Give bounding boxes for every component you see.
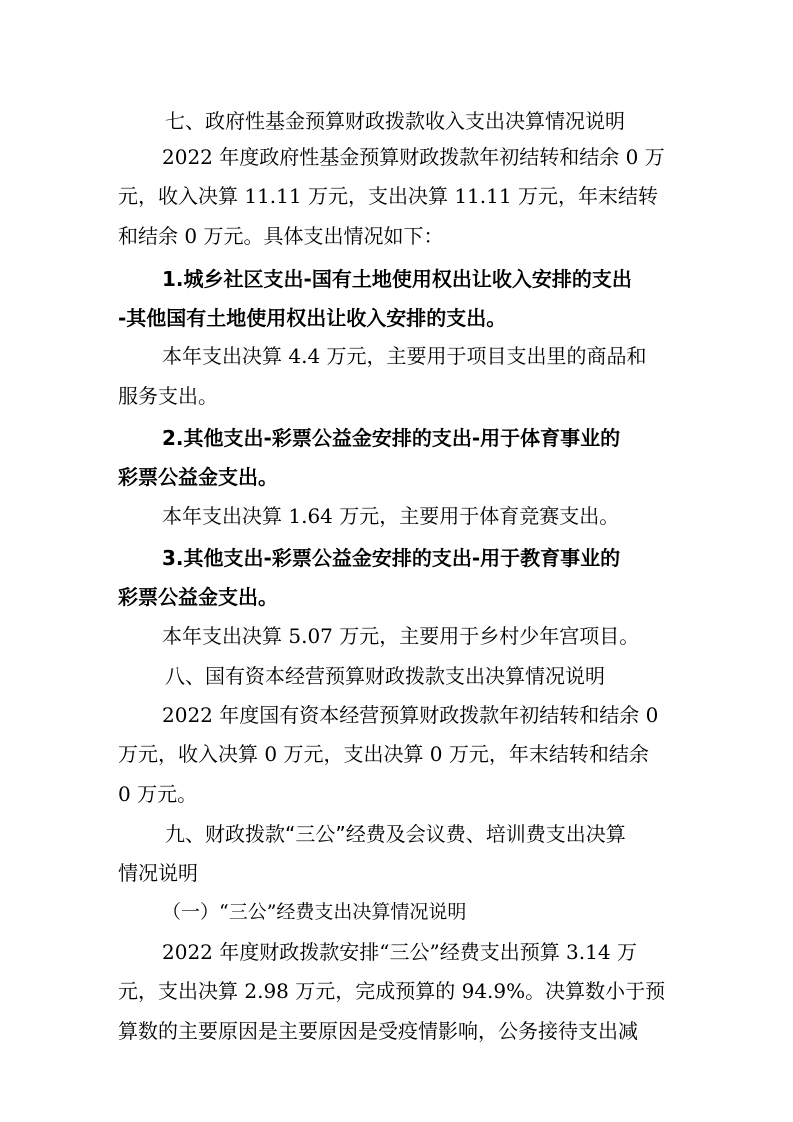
paragraph-line: 本年支出决算 1.64 万元，主要用于体育竞赛支出。 xyxy=(162,504,620,528)
paragraph-line: 算数的主要原因是主要原因是受疫情影响，公务接待支出减 xyxy=(118,1019,638,1043)
section-heading-9: 九、财政拨款“三公”经费及会议费、培训费支出决算 xyxy=(165,822,626,846)
item-heading-3: 3.其他支出-彩票公益金安排的支出-用于教育事业的 xyxy=(162,546,621,570)
item-heading-2: 2.其他支出-彩票公益金安排的支出-用于体育事业的 xyxy=(162,426,621,450)
paragraph-line: 本年支出决算 4.4 万元，主要用于项目支出里的商品和 xyxy=(162,344,647,368)
item-heading-2-cont: 彩票公益金支出。 xyxy=(118,465,278,489)
paragraph-line: 2022 年度政府性基金预算财政拨款年初结转和结余 0 万 xyxy=(162,145,665,169)
section-heading-7: 七、政府性基金预算财政拨款收入支出决算情况说明 xyxy=(165,109,625,133)
section-heading-9-cont: 情况说明 xyxy=(118,861,198,885)
paragraph-line: 元，支出决算 2.98 万元，完成预算的 94.9%。决算数小于预 xyxy=(118,979,666,1003)
paragraph-line: 万元，收入决算 0 万元，支出决算 0 万元，年末结转和结余 xyxy=(118,742,649,766)
item-heading-1: 1.城乡社区支出-国有土地使用权出让收入安排的支出 xyxy=(162,267,632,291)
paragraph-line: 本年支出决算 5.07 万元，主要用于乡村少年宫项目。 xyxy=(162,624,640,648)
paragraph-line: 和结余 0 万元。具体支出情况如下： xyxy=(118,224,444,248)
paragraph-line: 2022 年度财政拨款安排“三公”经费支出预算 3.14 万 xyxy=(162,940,637,964)
subsection-heading-1: （一）“三公”经费支出决算情况说明 xyxy=(162,901,467,923)
section-heading-8: 八、国有资本经营预算财政拨款支出决算情况说明 xyxy=(165,664,605,688)
paragraph-line: 2022 年度国有资本经营预算财政拨款年初结转和结余 0 xyxy=(162,703,659,727)
item-heading-3-cont: 彩票公益金支出。 xyxy=(118,585,278,609)
paragraph-line: 服务支出。 xyxy=(118,384,218,408)
item-heading-1-cont: -其他国有土地使用权出让收入安排的支出。 xyxy=(118,306,507,330)
paragraph-line: 0 万元。 xyxy=(118,782,198,806)
paragraph-line: 元，收入决算 11.11 万元，支出决算 11.11 万元，年末结转 xyxy=(118,184,658,208)
